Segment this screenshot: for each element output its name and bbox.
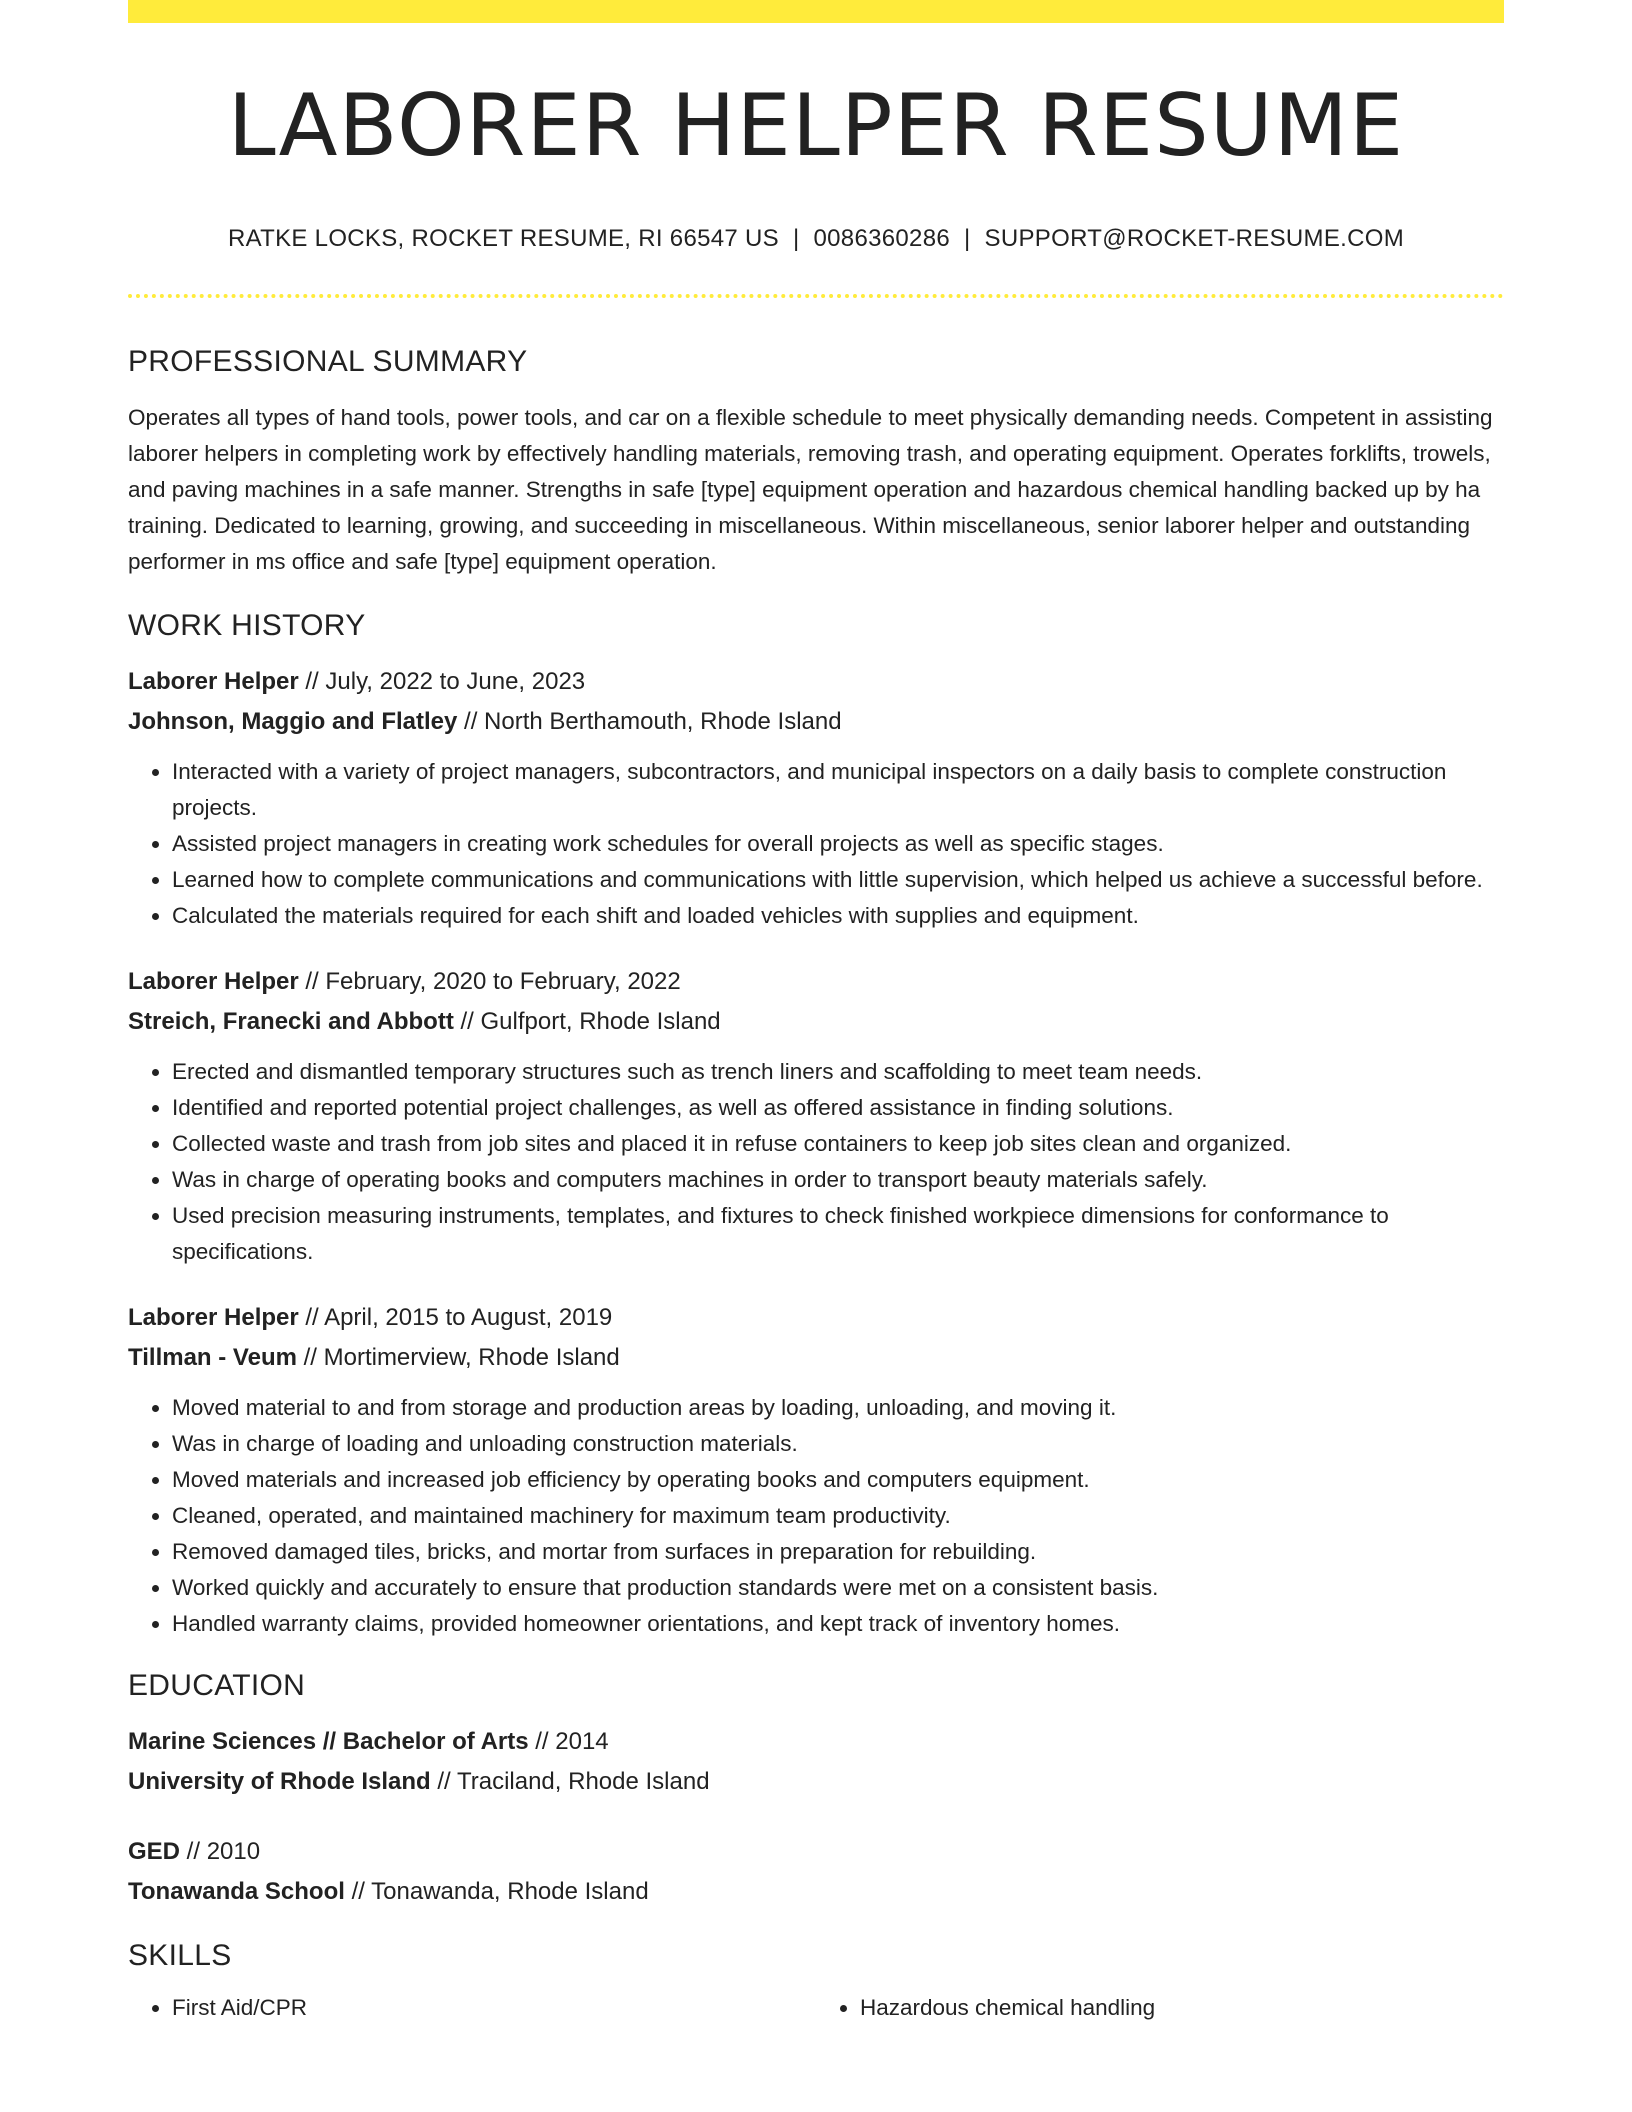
education-entry — [128, 1722, 1504, 1802]
skills-list — [816, 1990, 1504, 2026]
skills-heading: SKILLS — [128, 1938, 232, 1972]
skills-grid — [128, 1990, 1504, 2026]
list-item: • Used precision measuring instruments, templates, and fixtures to check finished workpiece dimensions for conformance to specifications. — [172, 1198, 1504, 1270]
job-title-line — [128, 662, 1504, 702]
education-school-line — [128, 1872, 1504, 1912]
list-item: • Moved material to and from storage and production areas by loading, unloading, and moving it. — [172, 1390, 1504, 1426]
resume-page — [128, 0, 1504, 2026]
contact-separator: | — [964, 225, 971, 252]
education-year: // 2014 — [528, 1727, 609, 1755]
job-title: Laborer Helper — [128, 967, 299, 995]
skill-item: • Hazardous chemical handling — [860, 1990, 1504, 2026]
list-item: • Identified and reported potential project challenges, as well as offered assistance in finding solutions. — [172, 1090, 1504, 1126]
job-company-line — [128, 702, 1504, 742]
skill-item: • First Aid/CPR — [172, 1990, 816, 2026]
education-degree: GED — [128, 1837, 181, 1865]
education-heading: EDUCATION — [128, 1668, 306, 1702]
job-entry — [128, 1298, 1504, 1642]
list-item: • Learned how to complete communications and communications with little supervision, which helped us achieve a successful before. — [172, 862, 1504, 898]
education-degree-line — [128, 1722, 1504, 1762]
list-item: • Was in charge of operating books and computers machines in order to transport beauty materials safely. — [172, 1162, 1504, 1198]
job-entry — [128, 962, 1504, 1270]
job-title-line — [128, 1298, 1504, 1338]
contact-line — [128, 225, 1504, 254]
list-item: • Collected waste and trash from job sites and placed it in refuse containers to keep job sites clean and organized. — [172, 1126, 1504, 1162]
job-dates: // February, 2020 to February, 2022 — [298, 967, 681, 995]
education-location: // Tonawanda, Rhode Island — [344, 1877, 649, 1905]
job-location: // Gulfport, Rhode Island — [453, 1007, 721, 1035]
contact-phone: 0086360286 — [813, 225, 950, 252]
job-location: // North Berthamouth, Rhode Island — [457, 707, 842, 735]
job-company: Tillman - Veum — [128, 1343, 297, 1371]
skills-column-left — [128, 1990, 816, 2026]
list-item: • Removed damaged tiles, bricks, and mortar from surfaces in preparation for rebuilding. — [172, 1534, 1504, 1570]
education-degree-line — [128, 1832, 1504, 1872]
list-item: • Assisted project managers in creating work schedules for overall projects as well as specific stages. — [172, 826, 1504, 862]
contact-separator: | — [792, 225, 800, 252]
list-item: • Cleaned, operated, and maintained machinery for maximum team productivity. — [172, 1498, 1504, 1534]
list-item: • Interacted with a variety of project managers, subcontractors, and municipal inspectors on a daily basis to complete construction projects. — [172, 754, 1504, 826]
skills-column-right — [816, 1990, 1504, 2026]
list-item: • Handled warranty claims, provided homeowner orientations, and kept track of inventory homes. — [172, 1606, 1504, 1642]
education-location: // Traciland, Rhode Island — [430, 1767, 710, 1795]
summary-text: Operates all types of hand tools, power tools, and car on a flexible schedule to meet physically demanding needs. Competent in assisting laborer helpers in completing work by effectively handling materials, removing trash, and operating equipment. Operates forklifts, trowels, and paving machines in a safe manner. Strengths in safe [type] equipment operation and hazardous chemical handling backed up by ha training. Dedicated to learning, growing, and succeeding in miscellaneous. Within miscellaneous, senior laborer helper and outstanding performer in ms office and safe [type] equipment operation. — [128, 404, 1493, 574]
list-item: • Worked quickly and accurately to ensure that production standards were met on a consistent basis. — [172, 1570, 1504, 1606]
list-item: • Moved materials and increased job efficiency by operating books and computers equipment. — [172, 1462, 1504, 1498]
job-location: // Mortimerview, Rhode Island — [296, 1343, 620, 1371]
header-divider — [128, 294, 1504, 298]
education-year: // 2010 — [180, 1837, 261, 1865]
work-history-heading: WORK HISTORY — [128, 608, 366, 642]
list-item: • Was in charge of loading and unloading construction materials. — [172, 1426, 1504, 1462]
contact-address: RATKE LOCKS, ROCKET RESUME, RI 66547 US — [227, 225, 779, 252]
job-title: Laborer Helper — [128, 667, 299, 695]
job-dates: // April, 2015 to August, 2019 — [298, 1303, 613, 1331]
contact-email: SUPPORT@ROCKET-RESUME.COM — [984, 225, 1405, 252]
job-bullets — [128, 754, 1504, 934]
list-item: • Calculated the materials required for each shift and loaded vehicles with supplies and equipment. — [172, 898, 1504, 934]
education-entry — [128, 1832, 1504, 1912]
summary-heading: PROFESSIONAL SUMMARY — [128, 344, 528, 378]
job-company-line — [128, 1002, 1504, 1042]
skills-list — [128, 1990, 816, 2026]
top-accent-bar — [128, 0, 1504, 23]
resume-title: LABORER HELPER RESUME — [227, 76, 1405, 176]
education-school-line — [128, 1762, 1504, 1802]
education-school: University of Rhode Island — [128, 1767, 431, 1795]
job-company: Johnson, Maggio and Flatley — [128, 707, 458, 735]
education-degree: Marine Sciences // Bachelor of Arts — [128, 1727, 529, 1755]
job-title-line — [128, 962, 1504, 1002]
job-bullets — [128, 1390, 1504, 1642]
education-school: Tonawanda School — [128, 1877, 345, 1905]
job-company-line — [128, 1338, 1504, 1378]
job-dates: // July, 2022 to June, 2023 — [298, 667, 586, 695]
job-bullets — [128, 1054, 1504, 1270]
job-entry — [128, 662, 1504, 934]
job-title: Laborer Helper — [128, 1303, 299, 1331]
list-item: • Erected and dismantled temporary structures such as trench liners and scaffolding to meet team needs. — [172, 1054, 1504, 1090]
job-company: Streich, Franecki and Abbott — [128, 1007, 454, 1035]
